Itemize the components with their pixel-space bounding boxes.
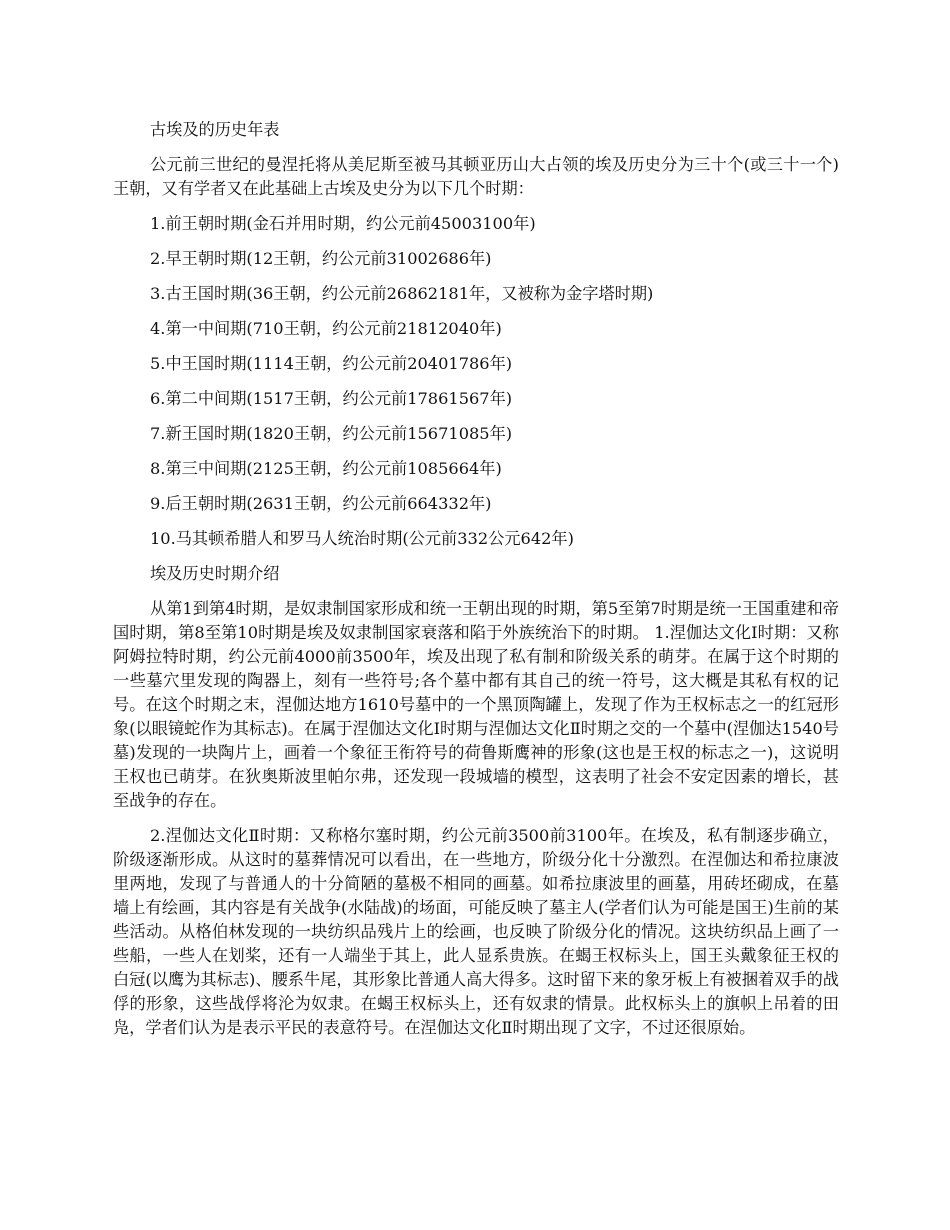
period-item: 6.第二中间期(1517王朝，约公元前17861567年)	[150, 389, 513, 408]
document-page	[113, 118, 839, 1040]
period-item: 5.中王国时期(1114王朝，约公元前20401786年)	[150, 354, 513, 373]
document-title: 古埃及的历史年表	[150, 120, 280, 139]
period-item: 4.第一中间期(710王朝，约公元前21812040年)	[150, 319, 502, 338]
period-item: 3.古王国时期(36王朝，约公元前26862181年，又被称为金字塔时期)	[150, 284, 654, 303]
period-item: 8.第三中间期(2125王朝，约公元前1085664年)	[150, 459, 502, 478]
intro-paragraph: 公元前三世纪的曼涅托将从美尼斯至被马其顿亚历山大占领的埃及历史分为三十个(或三十一个)王朝，又有学者又在此基础上古埃及史分为以下几个时期：	[113, 155, 839, 198]
period-item: 2.早王朝时期(12王朝，约公元前31002686年)	[150, 249, 492, 268]
period-item: 7.新王国时期(1820王朝，约公元前15671085年)	[150, 424, 513, 443]
section-heading: 埃及历史时期介绍	[150, 564, 280, 583]
body-paragraph-2: 2.涅伽达文化Ⅱ时期：又称格尔塞时期，约公元前3500前3100年。在埃及，私有制逐步确立，阶级逐渐形成。从这时的墓葬情况可以看出，在一些地方，阶级分化十分激烈。在涅伽达和希拉康波里两地，发现了与普通人的十分简陋的墓极不相同的画墓。如希拉康波里的画墓，用砖坯砌成，在墓墙上有绘画，其内容是有关战争(水陆战)的场面，可能反映了墓主人(学者们认为可能是国王)生前的某些活动。从格伯林发现的一块纺织品残片上的绘画，也反映了阶级分化的情况。这块纺织品上画了一些船，一些人在划桨，还有一人端坐于其上，此人显系贵族。在蝎王权标头上，国王头戴象征王权的白冠(以鹰为其标志)、腰系牛尾，其形象比普通人高大得多。这时留下来的象牙板上有被捆着双手的战俘的形象，这些战俘将沦为奴隶。在蝎王权标头上，还有奴隶的情景。此权标头上的旗帜上吊着的田凫，学者们认为是表示平民的表意符号。在涅伽达文化Ⅱ时期出现了文字，不过还很原始。	[113, 826, 839, 1037]
period-item: 10.马其顿希腊人和罗马人统治时期(公元前332公元642年)	[150, 529, 574, 548]
period-item: 9.后王朝时期(2631王朝，约公元前664332年)	[150, 494, 492, 513]
period-item: 1.前王朝时期(金石并用时期，约公元前45003100年)	[150, 214, 536, 233]
body-paragraph-1: 从第1到第4时期，是奴隶制国家形成和统一王朝出现的时期，第5至第7时期是统一王国重建和帝国时期，第8至第10时期是埃及奴隶制国家衰落和陷于外族统治下的时期。 1.涅伽达文化Ⅰ时期：又称阿姆拉特时期，约公元前4000前3500年，埃及出现了私有制和阶级关系的萌芽。在属于这个时期的一些墓穴里发现的陶器上，刻有一些符号;各个墓中都有其自己的统一符号，这大概是其私有权的记号。在这个时期之末，涅伽达地方1610号墓中的一个黑顶陶罐上，发现了作为王权标志之一的红冠形象(以眼镜蛇作为其标志)。在属于涅伽达文化Ⅰ时期与涅伽达文化Ⅱ时期之交的一个墓中(涅伽达1540号墓)发现的一块陶片上，画着一个象征王衔符号的荷鲁斯鹰神的形象(这也是王权的标志之一)，这说明王权也已萌芽。在狄奥斯波里帕尔弗，还发现一段城墙的模型，这表明了社会不安定因素的增长，甚至战争的存在。	[113, 599, 839, 810]
